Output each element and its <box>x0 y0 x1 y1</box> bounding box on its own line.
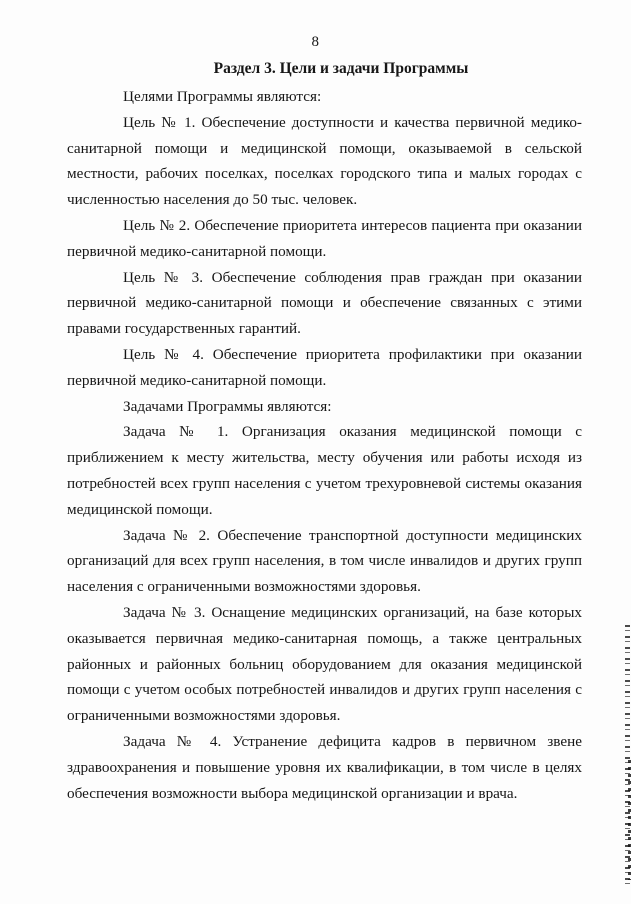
task-paragraph: Задача № 3. Оснащение медицинских организаций, на базе которых оказывается первичная медико-санитарная помощь, а также центральных районных и районных больниц оборудованием для оказания медицинской помощи с учетом особых потребностей инвалидов и других групп населения с ограниченными возможностями здоровья. <box>67 603 582 725</box>
goals-intro: Целями Программы являются: <box>123 88 322 105</box>
goal-paragraph: Цель № 2. Обеспечение приоритета интересов пациента при оказании первичной медико-санитарной помощи. <box>67 216 582 260</box>
task-paragraph: Задача № 2. Обеспечение транспортной доступности медицинских организаций для всех групп населения, в том числе инвалидов и других групп населения с ограниченными возможностями здоровья. <box>67 526 582 596</box>
page-number: 8 <box>311 34 320 50</box>
goal-paragraph: Цель № 4. Обеспечение приоритета профилактики при оказании первичной медико-санитарной помощи. <box>67 345 582 389</box>
document-body <box>67 84 582 806</box>
section-title: Раздел 3. Цели и задачи Программы <box>213 60 469 77</box>
task-paragraph: Задача № 4. Устранение дефицита кадров в первичном звене здравоохранения и повышение уровня их квалификации, в том числе в целях обеспечения возможности выбора медицинской организации и врача. <box>67 732 582 802</box>
goal-paragraph: Цель № 1. Обеспечение доступности и качества первичной медико-санитарной помощи и медицинской помощи, оказываемой в сельской местности, рабочих поселках, поселках городского типа и малых городах с численностью населения до 50 тыс. человек. <box>67 113 582 209</box>
goal-paragraph: Цель № 3. Обеспечение соблюдения прав граждан при оказании первичной медико-санитарной помощи и обеспечение связанных с этими правами государственных гарантий. <box>67 268 582 338</box>
task-paragraph: Задача № 1. Организация оказания медицинской помощи с приближением к месту жительства, месту обучения или работы исходя из потребностей всех групп населения с учетом трехуровневой системы оказания медицинской помощи. <box>67 423 582 518</box>
tasks-intro: Задачами Программы являются: <box>123 397 332 415</box>
